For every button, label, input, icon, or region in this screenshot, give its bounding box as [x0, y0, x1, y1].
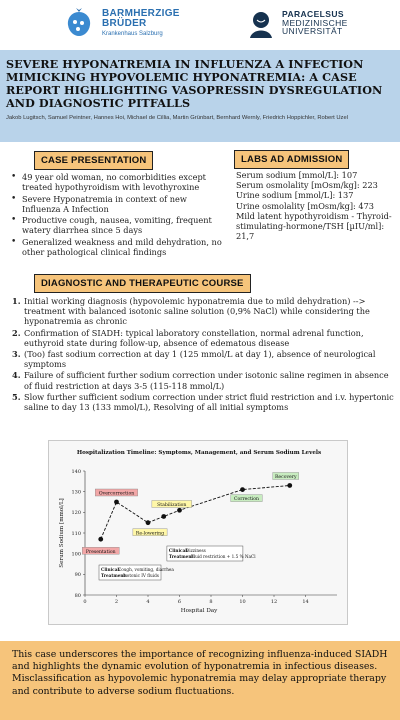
author-list: Jakob Lugitsch, Samuel Peintner, Hannes Hoi, Michael de Cillia, Martin Grünbart, Bernhard Wernly, Friedrich Hoppichler, Robert Uzel — [6, 115, 348, 121]
y-tick-label: 110 — [71, 530, 81, 537]
course-item-text: (Too) fast sodium correction at day 1 (125 mmol/L at day 1), absence of neurological symptoms — [24, 349, 376, 370]
course-heading: DIAGNOSTIC AND THERAPEUTIC COURSE — [34, 274, 251, 293]
course-item-number: 3. — [12, 349, 21, 360]
title-band — [0, 50, 400, 142]
phase-label: Correction — [233, 497, 260, 503]
x-axis-label: Hospital Day — [180, 608, 218, 614]
barmherzige-brueder-logo — [62, 8, 180, 38]
phase-label: Re-lowering — [135, 531, 165, 537]
course-item-number: 2. — [12, 327, 21, 338]
course-item — [12, 349, 394, 369]
list-item: • Productive cough, nausea, vomiting, frequent watery diarrhea since 5 days — [8, 215, 228, 236]
labs-list — [236, 170, 396, 241]
annotation-label: Clinical: — [101, 567, 121, 572]
case-presentation-list — [8, 172, 228, 258]
sodium-timeline-chart — [48, 440, 348, 625]
right-logo-line3: UNIVERSITÄT — [282, 26, 343, 37]
right-logo-line1: PARACELSUS — [282, 8, 344, 19]
labs-heading: LABS AD ADMISSION — [234, 150, 349, 169]
pmu-logo — [246, 8, 348, 38]
annotation-text: Fluid restriction + 1.5 % NaCl — [190, 554, 256, 559]
data-point — [287, 483, 292, 488]
data-point — [98, 537, 103, 542]
phase-label: Overcorrection — [98, 491, 135, 497]
data-point — [177, 508, 182, 513]
x-tick-label: 14 — [302, 599, 309, 605]
conclusion-footer — [0, 641, 400, 720]
data-point — [240, 487, 245, 492]
phase-label: Stabilization — [157, 503, 187, 509]
course-item-text: Initial working diagnosis (hypovolemic hyponatremia due to mild dehydration) --> treatment with balanced isotonic saline solution (0,9% NaCl) while considering the hyponatremia as chronic — [24, 296, 370, 327]
x-tick-label: 2 — [114, 599, 119, 605]
x-tick-label: 12 — [270, 599, 278, 605]
poster-header — [0, 0, 400, 50]
y-axis-label: Serum Sodium [mmol/L] — [59, 498, 65, 568]
data-point — [114, 500, 119, 505]
y-tick-label: 120 — [71, 510, 81, 517]
annotation-text: Dizziness — [185, 548, 206, 553]
x-tick-label: 10 — [239, 599, 246, 605]
course-item — [12, 392, 394, 412]
left-logo-line2: BRÜDER — [102, 18, 147, 29]
data-point — [161, 514, 166, 519]
annotation-label: Treatment: — [168, 554, 195, 559]
left-logo-line1: BARMHERZIGE — [102, 8, 180, 19]
annotation-text: Isotonic IV fluids — [123, 573, 159, 578]
course-item-number: 4. — [12, 370, 21, 381]
lab-item: Mild latent hypothyroidism - Thyroid-stimulating-hormone/TSH [µIU/ml]: 21,7 — [236, 210, 392, 242]
x-tick-label: 8 — [209, 599, 213, 605]
course-item — [12, 328, 394, 348]
x-tick-label: 6 — [177, 599, 182, 605]
lab-item: Urine osmolality [mOsm/kg]: 473 — [236, 200, 375, 211]
phase-label: Presentation — [85, 549, 116, 555]
conclusion-text: This case underscores the importance of recognizing influenza-induced SIADH and highlights the dynamic evolution of hyponatremia in infectious diseases. Misclassification as hypovolemic hyponatremia may delay appropriate therapy and contribute to adverse sodium fluctuations. — [12, 649, 388, 697]
course-item-number: 5. — [12, 391, 21, 402]
lab-item: Serum sodium [mmol/L]: 107 — [236, 170, 358, 180]
annotation-label: Clinical: — [168, 548, 189, 553]
annotation-label: Treatment: — [101, 573, 127, 578]
chart-canvas — [49, 441, 349, 626]
pomegranate-logo-icon — [62, 8, 96, 38]
y-tick-label: 100 — [71, 551, 81, 558]
y-tick-label: 90 — [74, 572, 81, 579]
course-item-number: 1. — [12, 296, 21, 306]
list-item: • 49 year old woman, no comorbidities except treated hypothyroidism with levothyroxine — [8, 172, 228, 193]
data-point — [146, 520, 151, 525]
course-item-text: Confirmation of SIADH: typical laboratory constellation, normal adrenal function, euthyroid state during follow-up, absence of edematous disease — [24, 327, 364, 348]
lab-item: Urine sodium [mmol/L]: 137 — [236, 190, 354, 201]
case-presentation-heading: CASE PRESENTATION — [34, 151, 153, 170]
phase-label: Recovery — [274, 475, 297, 481]
course-item-text: Failure of sufficient further sodium correction under isotonic saline regimen in absence of fluid restriction at days 3-5 (115-118 mmol/L) — [24, 370, 389, 391]
right-logo-line2: MEDIZINISCHE — [282, 17, 348, 28]
course-item — [12, 370, 394, 390]
y-tick-label: 130 — [71, 489, 81, 496]
x-tick-label: 0 — [83, 599, 87, 605]
list-item: • Generalized weakness and mild dehydration, no other pathological clinical findings — [8, 237, 228, 258]
annotation-text: Cough, vomiting, diarrhea — [118, 567, 174, 572]
x-tick-label: 4 — [146, 599, 150, 605]
left-logo-line3: Krankenhaus Salzburg — [102, 31, 163, 37]
paracelsus-portrait-icon — [246, 8, 276, 38]
course-item-text: Slow further sufficient sodium correction under strict fluid restriction and i.v. hypertonic saline to day 13 (133 mmol/L), Resolving of all initial symptoms — [24, 391, 394, 413]
poster-title: SEVERE HYPONATREMIA IN INFLUENZA A INFECTION MIMICKING HYPOVOLEMIC HYPONATREMIA: A CASE REPORT HIGHLIGHTING VASOPRESSIN DYSREGULATION AND DIAGNOSTIC PITFALLS — [6, 57, 383, 110]
y-tick-label: 80 — [74, 592, 81, 599]
course-list — [12, 296, 394, 413]
course-item — [12, 296, 394, 327]
list-item: • Severe Hyponatremia in context of new Influenza A Infection — [8, 194, 228, 215]
chart-title: Hospitalization Timeline: Symptoms, Management, and Serum Sodium Levels — [76, 450, 322, 456]
lab-item: Serum osmolality [mOsm/kg]: 223 — [236, 180, 378, 191]
y-tick-label: 140 — [71, 468, 81, 475]
